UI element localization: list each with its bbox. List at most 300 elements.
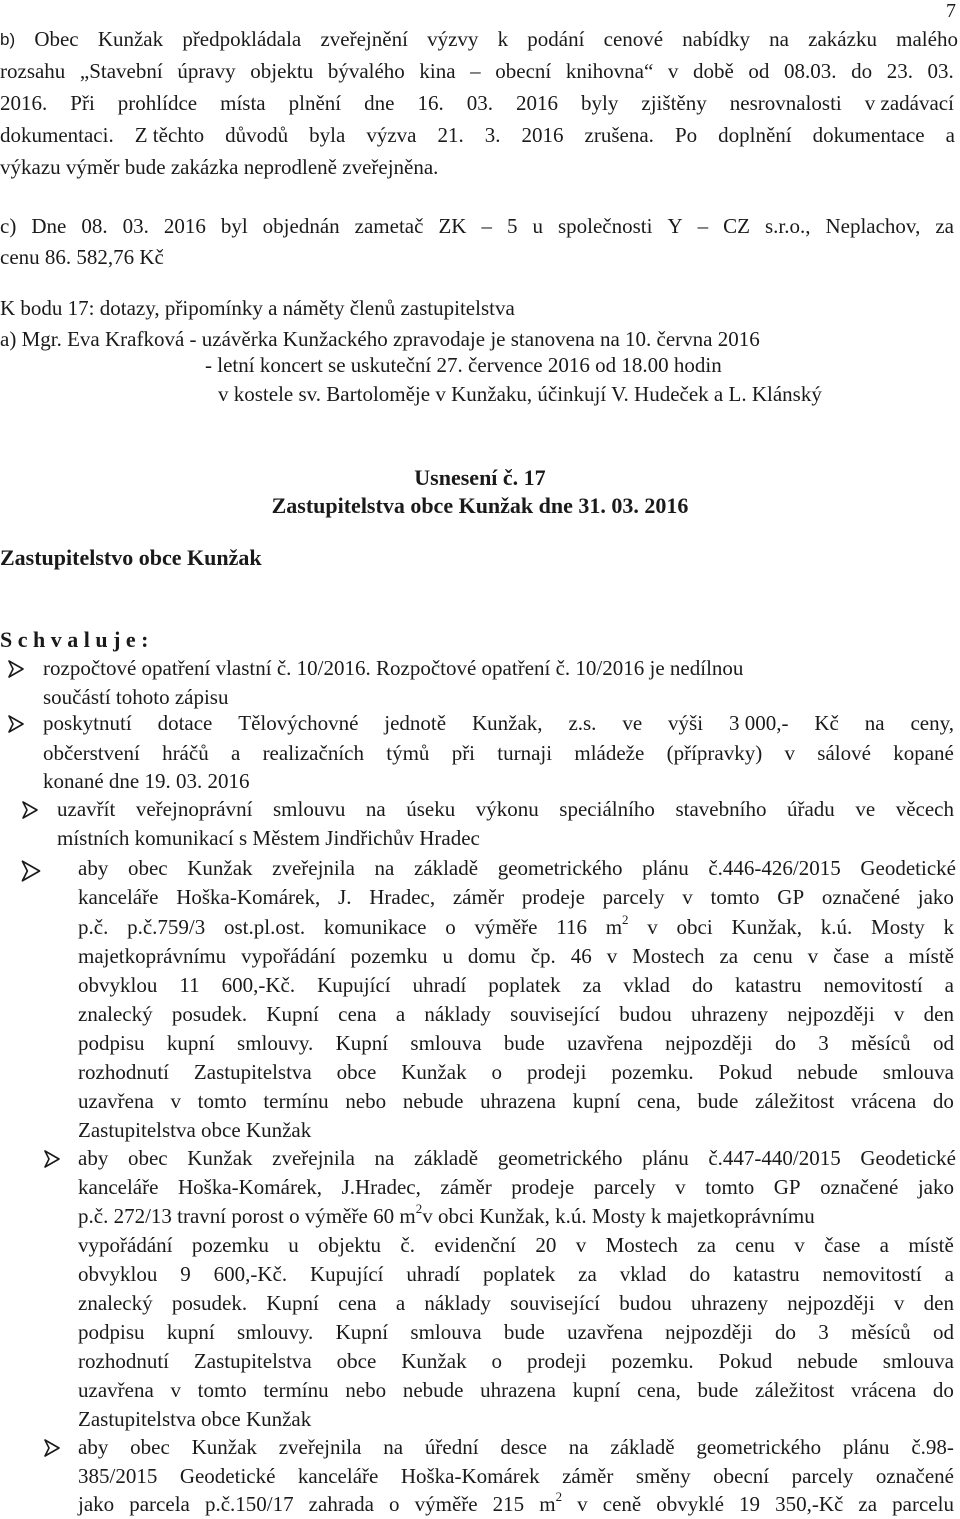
bullet-4-line-5 <box>78 971 954 1000</box>
word: na <box>864 711 885 735</box>
word: nebude <box>402 1089 464 1113</box>
word: Hoška-Komárek, <box>177 1175 323 1199</box>
word: – <box>697 214 709 238</box>
word: tomto <box>705 1175 755 1199</box>
word: vklad <box>619 1262 667 1286</box>
area-unit: $m^2$ <box>539 1489 563 1516</box>
word: v <box>647 915 658 939</box>
word: 600,-Kč. <box>213 1262 288 1286</box>
word: dne <box>364 91 395 115</box>
word: realizačních <box>262 741 364 765</box>
word: č.447-440/2015 <box>708 1146 841 1170</box>
bullet-4-line-8 <box>78 1058 954 1087</box>
bullet-4-line-10: Zastupitelstva obce Kunžak <box>78 1118 312 1142</box>
word: geometrického <box>497 856 623 880</box>
bullet-5-line-6 <box>78 1289 954 1318</box>
word: Kunžak <box>191 1435 257 1459</box>
word: podpisu <box>78 1320 145 1344</box>
arrow-bullet-icon <box>20 860 42 882</box>
section-c-line-1 <box>0 212 954 241</box>
word: Geodetické <box>860 856 956 880</box>
bullet-5-line-2 <box>78 1173 954 1202</box>
bullet-1-line-2: součástí tohoto zápisu <box>43 685 229 709</box>
bullet-5-line-7 <box>78 1318 954 1347</box>
word: cenu <box>753 944 793 968</box>
word: do <box>932 1089 954 1113</box>
word: 2016 <box>516 91 559 115</box>
word: 03. <box>466 91 494 115</box>
word: 9 <box>180 1262 191 1286</box>
word: o <box>491 1349 503 1373</box>
resolution-date-title: Zastupitelstva obce Kunžak dne 31. 03. 2016 <box>271 493 689 518</box>
item-17-line-b: - letní koncert se uskuteční 27. července 2016 od 18.00 hodin <box>205 353 722 377</box>
word: cenu <box>735 1233 775 1257</box>
bullet-5-line-3: p.č. 272/13 travní porost o výměře 60 $m^2v$ obci Kunžak, k.ú. Mosty k majetkoprávnímu <box>78 1201 815 1228</box>
word: uhrazena <box>480 1089 556 1113</box>
word: a <box>230 741 241 765</box>
word: objektu <box>318 1233 382 1257</box>
word: posudek. <box>171 1002 248 1026</box>
word: v <box>682 885 693 909</box>
word: cena, <box>637 1089 681 1113</box>
word: Kupní <box>335 1031 389 1055</box>
word: Kč <box>814 711 839 735</box>
word: obec <box>130 1435 170 1459</box>
word: nejpozději <box>665 1031 753 1055</box>
word: CZ <box>723 214 750 238</box>
word: u <box>288 1233 299 1257</box>
word: dokumentaci. <box>0 123 114 147</box>
bullet-5-line-4 <box>78 1231 954 1260</box>
word: J.Hradec, <box>341 1175 421 1199</box>
word: u <box>532 214 543 238</box>
word: znalecký <box>78 1291 153 1315</box>
word: vypořádání <box>78 1233 173 1257</box>
word: bývalého <box>327 59 405 83</box>
word: Při <box>70 91 95 115</box>
word: na <box>383 1435 404 1459</box>
word: místa <box>220 91 266 115</box>
word: 600,-Kč. <box>221 973 296 997</box>
word: GP <box>773 1175 801 1199</box>
word: Kupující <box>317 973 391 997</box>
word: p.č.759/3 <box>127 915 206 939</box>
word: v <box>170 1378 181 1402</box>
word: obce <box>336 1349 377 1373</box>
arrow-bullet-icon <box>8 715 24 733</box>
word: malého <box>896 27 958 51</box>
bullet-4-line-2 <box>78 883 954 912</box>
word: tomto <box>710 885 760 909</box>
bullet-5-line-1 <box>78 1144 956 1173</box>
word: smlouva <box>410 1031 482 1055</box>
word: Kunžak <box>187 1146 253 1170</box>
word: prodeji <box>526 1349 587 1373</box>
bullet-2-line-3: konané dne 19. 03. 2016 <box>43 769 250 793</box>
word: za <box>719 944 739 968</box>
word: uzavřena <box>567 1320 643 1344</box>
word: parcela <box>129 1492 190 1516</box>
word: uhradí <box>412 973 467 997</box>
word: Hoška-Komárek <box>400 1464 540 1488</box>
section-b-line-4 <box>0 121 955 150</box>
word: na <box>374 856 395 880</box>
word: aby <box>78 1146 109 1170</box>
word: turnaji <box>497 741 553 765</box>
word: do <box>774 1031 796 1055</box>
word: za <box>582 973 602 997</box>
word: parcely <box>791 1464 854 1488</box>
word: smlouva <box>410 1320 482 1344</box>
page-number: 7 <box>946 0 956 22</box>
word: výměře <box>414 1492 478 1516</box>
word: podání <box>527 27 585 51</box>
word: geometrického <box>696 1435 822 1459</box>
word: plánu <box>642 856 689 880</box>
word: nejpozději <box>665 1320 753 1344</box>
word: od <box>932 1031 954 1055</box>
word: měsíců <box>851 1320 911 1344</box>
word: ZK <box>438 214 467 238</box>
word: Pokud <box>718 1349 773 1373</box>
bullet-4-line-3 <box>78 913 954 942</box>
word: 215 <box>492 1492 525 1516</box>
word: dotace <box>157 711 213 735</box>
word: zveřejnila <box>278 1435 362 1459</box>
word: Mostech <box>605 1233 678 1257</box>
word: nabídky <box>682 27 750 51</box>
word: c) <box>0 214 17 238</box>
word: 16. <box>417 91 444 115</box>
word: uzavřít <box>57 797 116 821</box>
word: čp. <box>530 944 556 968</box>
word: a <box>395 1002 406 1026</box>
word: evidenční <box>434 1233 516 1257</box>
word: parcelu <box>892 1492 954 1516</box>
word: vrácena <box>850 1089 917 1113</box>
bullet-4-line-6 <box>78 1000 954 1029</box>
word: náklady <box>424 1002 491 1026</box>
word: nebude <box>797 1349 858 1373</box>
word: smlouvu <box>273 797 346 821</box>
arrow-bullet-icon <box>8 660 24 678</box>
word: zahrada <box>308 1492 374 1516</box>
word: ve <box>855 797 876 821</box>
word: Kupní <box>266 1291 319 1315</box>
word: do <box>851 59 873 83</box>
word: s.r.o., <box>764 214 811 238</box>
word: byla <box>309 123 346 147</box>
word: Geodetické <box>179 1464 276 1488</box>
word: v <box>807 944 819 968</box>
word: do <box>932 1378 954 1402</box>
word: úřední <box>424 1435 479 1459</box>
word: v <box>577 1492 588 1516</box>
word: nejpozději <box>787 1002 875 1026</box>
word: na <box>769 27 789 51</box>
word: k.ú. <box>820 915 853 939</box>
word: nebo <box>345 1089 387 1113</box>
word: objednán <box>262 214 340 238</box>
word: zjištěny <box>641 91 707 115</box>
word: uhrazeny <box>690 1291 768 1315</box>
bullet-4-line-7 <box>78 1029 954 1058</box>
word: smlouvy. <box>237 1031 314 1055</box>
word: pozemku <box>350 944 428 968</box>
word: v zadávací <box>864 91 954 115</box>
word: v <box>170 1089 181 1113</box>
word: knihovna“ <box>565 59 654 83</box>
word: o <box>389 1492 400 1516</box>
word: společnosti <box>557 214 653 238</box>
section-b-line-3 <box>0 89 954 118</box>
word: poplatek <box>488 973 561 997</box>
word: čase <box>833 944 870 968</box>
word: aby <box>78 1435 109 1459</box>
word: GP <box>777 885 805 909</box>
word: Kunžak <box>401 1060 467 1084</box>
word: Geodetické <box>860 1146 956 1170</box>
word: č.98- <box>911 1435 954 1459</box>
word: výzva <box>366 123 417 147</box>
word: základě <box>610 1435 675 1459</box>
word: kupní <box>572 1378 621 1402</box>
bullet-2-line-1 <box>43 709 954 738</box>
word: pozemku. <box>611 1349 694 1373</box>
word: nesrovnalosti <box>729 91 842 115</box>
word: v <box>675 1175 686 1199</box>
word: Hoška-Komárek, <box>176 885 321 909</box>
word: do <box>689 1262 711 1286</box>
word: a <box>945 123 955 147</box>
word: 3. <box>484 123 501 147</box>
approves-heading: S c h v a l u j e : <box>0 627 149 652</box>
word: dokumentace <box>812 123 925 147</box>
word: stavebního <box>675 797 767 821</box>
word: úřadu <box>786 797 835 821</box>
word: nebo <box>345 1378 387 1402</box>
word: geometrického <box>497 1146 623 1170</box>
word: době <box>693 59 734 83</box>
word: výkonu <box>475 797 539 821</box>
word: uzavřena <box>567 1031 643 1055</box>
word: záměr <box>440 1175 492 1199</box>
word: Mosty <box>871 915 925 939</box>
word: 21. <box>437 123 464 147</box>
word: Zastupitelstva <box>193 1060 312 1084</box>
word: kupní <box>166 1320 215 1344</box>
word: Kunžak <box>187 856 253 880</box>
bullet-6-line-2 <box>78 1462 954 1491</box>
item-17-heading: K bodu 17: dotazy, připomínky a náměty členů zastupitelstva <box>0 296 515 320</box>
word: 350,-Kč <box>775 1492 844 1516</box>
word: nejpozději <box>787 1291 875 1315</box>
word: Kunžak <box>97 27 164 51</box>
word: den <box>923 1291 954 1315</box>
word: kanceláře <box>297 1464 379 1488</box>
word: byl <box>220 214 248 238</box>
word: „Stavební <box>79 59 163 83</box>
word: podpisu <box>78 1031 145 1055</box>
word: bude <box>697 1378 739 1402</box>
word: k <box>497 27 509 51</box>
word: v <box>893 1291 905 1315</box>
word: k <box>943 915 954 939</box>
word: uzavřena <box>78 1378 154 1402</box>
word: občerstvení <box>43 741 140 765</box>
word: č. <box>400 1233 415 1257</box>
word: veřejnoprávní <box>135 797 253 821</box>
bullet-6-line-1 <box>78 1433 954 1462</box>
word: související <box>510 1002 600 1026</box>
word: do <box>774 1320 796 1344</box>
word: směny <box>635 1464 691 1488</box>
word: pozemku. <box>611 1060 694 1084</box>
word: a <box>884 944 894 968</box>
word: a <box>944 973 954 997</box>
word: označené <box>875 1464 954 1488</box>
word: o <box>445 915 456 939</box>
word: katastru <box>734 973 802 997</box>
word: 03. <box>122 214 149 238</box>
item-17-line-c: v kostele sv. Bartoloměje v Kunžaku, účinkují V. Hudeček a L. Klánský <box>218 382 822 406</box>
word: kupní <box>572 1089 621 1113</box>
word: související <box>510 1291 600 1315</box>
word: zrušena. <box>584 123 654 147</box>
word: poskytnutí <box>43 711 132 735</box>
item-17-line-a: a) Mgr. Eva Krafková - uzávěrka Kunžackého zpravodaje je stanovena na 10. června 2016 <box>0 327 760 351</box>
word: Kunžak, <box>471 711 543 735</box>
word: výši <box>668 711 704 735</box>
word: bude <box>697 1089 739 1113</box>
word: záležitost <box>755 1378 835 1402</box>
word: aby <box>78 856 109 880</box>
word: obci <box>676 915 713 939</box>
section-b-line-1 <box>0 25 958 54</box>
word: z.s. <box>568 711 597 735</box>
bullet-5-line-9 <box>78 1376 954 1405</box>
word: nebude <box>797 1060 858 1084</box>
word: kupní <box>166 1031 215 1055</box>
word: Kupní <box>335 1320 389 1344</box>
word: 11 <box>179 973 200 997</box>
word: Y <box>667 214 683 238</box>
word: uhradí <box>406 1262 461 1286</box>
word: Kunžak, <box>731 915 803 939</box>
word: rozhodnutí <box>78 1060 169 1084</box>
word: Hradec, <box>369 885 436 909</box>
word: rozhodnutí <box>78 1349 169 1373</box>
word: Z těchto <box>134 123 205 147</box>
word: nebude <box>402 1378 464 1402</box>
word: zveřejnila <box>272 1146 355 1170</box>
word: obecní <box>495 59 552 83</box>
word: důvodů <box>225 123 289 147</box>
word: vklad <box>623 973 670 997</box>
word: 5 <box>506 214 518 238</box>
arrow-bullet-icon <box>22 801 38 819</box>
word: základě <box>413 856 479 880</box>
word: ve <box>622 711 643 735</box>
word: místě <box>908 1233 954 1257</box>
word: obecní <box>713 1464 770 1488</box>
word: bude <box>503 1320 545 1344</box>
word: za <box>578 1262 597 1286</box>
word: smlouvy. <box>237 1320 314 1344</box>
word: termínu <box>263 1089 329 1113</box>
word: náklady <box>424 1291 491 1315</box>
word: plnění <box>288 91 342 115</box>
word: cenové <box>603 27 664 51</box>
word: komunikace <box>323 915 427 939</box>
word: Obec <box>34 27 79 51</box>
bullet-2-line-2 <box>43 739 954 768</box>
section-c-line-2: cenu 86. 582,76 Kč <box>0 245 164 269</box>
word: zveřejnění <box>320 27 408 51</box>
word: úseku <box>406 797 456 821</box>
word: – <box>481 214 492 238</box>
word: v <box>606 944 618 968</box>
word: obvyklé <box>656 1492 724 1516</box>
word: domu <box>467 944 516 968</box>
word: za <box>935 214 954 238</box>
word: p.č. <box>78 915 109 939</box>
word: obvyklou <box>78 1262 158 1286</box>
word: úpravy <box>177 59 236 83</box>
section-b-line-5: výkazu výměr bude zakázka neprodleně zveřejněna. <box>0 155 439 179</box>
word: kopané <box>893 741 954 765</box>
word: zametač <box>354 214 424 238</box>
word: 46 <box>570 944 592 968</box>
word: obec <box>127 856 168 880</box>
word: měsíců <box>851 1031 911 1055</box>
word: věcech <box>895 797 954 821</box>
word: cena <box>338 1002 377 1026</box>
bullet-3-line-1 <box>57 795 954 824</box>
word: 19 <box>739 1492 761 1516</box>
word: uzavřena <box>78 1089 154 1113</box>
word: v <box>784 741 795 765</box>
word: 3 000,- <box>728 711 789 735</box>
bullet-1-line-1: rozpočtové opatření vlastní č. 10/2016. Rozpočtové opatření č. 10/2016 je nedílnou <box>43 656 744 680</box>
word: při <box>451 741 476 765</box>
word: plánu <box>842 1435 890 1459</box>
word: Tělovýchovné <box>238 711 359 735</box>
word: jednotě <box>384 711 447 735</box>
word: 2016 <box>163 214 206 238</box>
word: rozsahu <box>0 59 66 83</box>
area-unit: $m^2$ <box>605 912 629 939</box>
word: 23. <box>886 59 913 83</box>
word: v <box>575 1233 587 1257</box>
word: pozemku <box>191 1233 269 1257</box>
word: objektu <box>250 59 314 83</box>
word: hráčů <box>162 741 209 765</box>
word: speciálního <box>559 797 655 821</box>
word: p.č.150/17 <box>204 1492 294 1516</box>
word: v <box>667 59 679 83</box>
word: Pokud <box>718 1060 773 1084</box>
word: budou <box>619 1002 672 1026</box>
word: o <box>491 1060 503 1084</box>
word: prodeje <box>521 885 585 909</box>
word: obvyklou <box>78 973 158 997</box>
word: znalecký <box>78 1002 153 1026</box>
word: katastru <box>733 1262 800 1286</box>
word: budou <box>619 1291 672 1315</box>
word: smlouva <box>882 1349 954 1373</box>
word: termínu <box>263 1378 329 1402</box>
